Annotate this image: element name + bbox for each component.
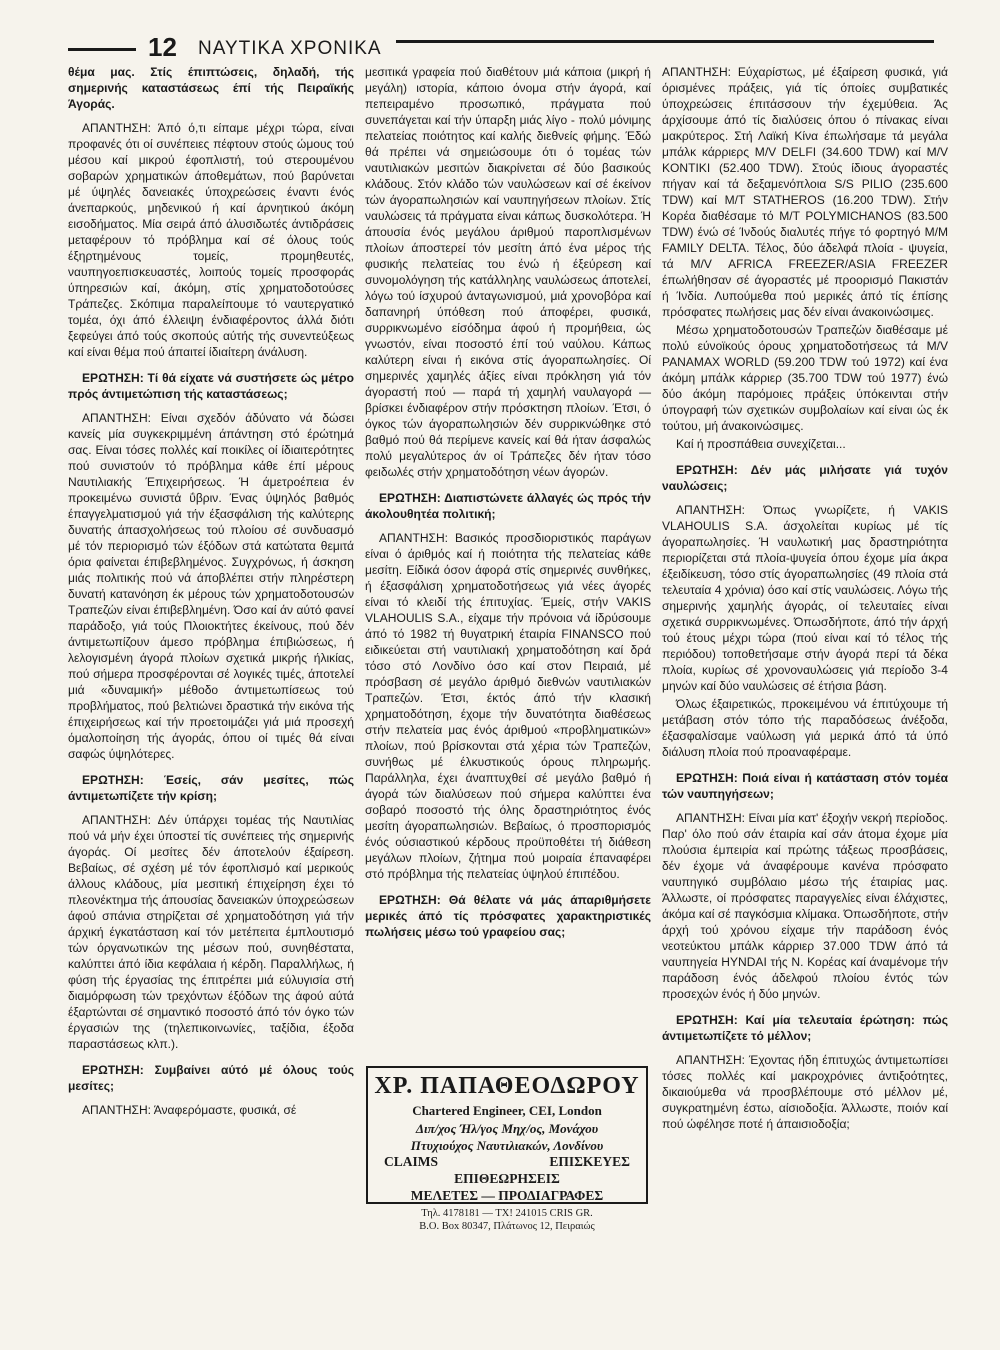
answer-7b: Όλως έξαιρετικώς, προκειμένου νά έπιτύχουμε τή μετάβαση στόν τόπο τής παραδόσεως άνέξοδα, έξασφαλίσαμε ναύλωση γιά μερικά άπό τά ύπό διάλυση πλοία πού προαναφέραμε. [662, 697, 948, 759]
publication-title: ΝΑΥΤΙΚΑ ΧΡΟΝΙΚΑ [198, 38, 382, 59]
answer-4-continued: μεσιτικά γραφεία πού διαθέτουν μιά κάποια (μικρή ή μεγάλη) ιστορία, κάποιο όνομα στήν άγορά, καί πεπειραμένο προσωπικό, πράγματα πού συνεπάγεται καί τήν ύπαρξη μιάς λίγο - πολύ μόνιμης πελατείας ποιότητος καί καλής διεθνείς φήμης. Έδώ θά πρέπει νά σημειώσουμε ότι ό τομέας τών ναυτιλιακών μεσιτών διακρίνεται σέ δύο βασικούς κλάδους. Στόν κλάδο τών ναυλώσεων καί σέ έκείνον τών άγοραπωλησιών καί ναυπηγήσεων πλοίων. Στίς ναυλώσεις τά πράγματα είναι κάπως δυσκολότερα. Ή άπουσία ένός μεγάλου άριθμού παροπλισμένων πλοίων άποστερεί τόν μεσίτη άπό ένα μέρος τής φυσικής πελατείας του ένώ ή έξεύρεση καί συνομολόγηση τής κατάλληλης ναυλώσεως άποτελεί, λόγω τού ίσχυρού άνταγωνισμού, μιά χρονοβόρα καί δαπανηρή ύπόθεση πού άποφέρει, φυσικά, συρρικνωμένο είσόδημα άφού ή προμήθεια, ώς γνωστόν, είναι ποσοστό έπί τού ναύλου. Κάπως καλύτερη είναι ή εικόνα στίς άγοραπωλησίες. Οί σημερινές χαμηλές άξίες είναι πρόκληση γιά τόν άγοραστή πού — παρά τή χαμηλή ναυλαγορά — βρίσκει ένδιαφέρον στήν πρόσκτηση πλοίων. Έτσι, ό όγκος τών άγοραπωλησιών δέν συρρικνώθηκε στό βαθμό πού θά περίμενε κανείς καί θά ήταν άσφαλώς πολύ μεγαλύτερος άν οί Τράπεζες δέν ήταν τόσο φειδωλές στήν χρηματοδότηση νέων άγορών. [365, 65, 651, 479]
question-4: ΕΡΩΤΗΣΗ: Συμβαίνει αύτό μέ όλους τούς μεσίτες; [68, 1063, 354, 1093]
ad-telephone: Τηλ. 4178181 — ΤΧ! 241015 CRIS GR. [421, 1208, 593, 1219]
ad-line-4 [368, 1154, 646, 1170]
answer-8: ΑΠΑΝΤΗΣΗ: Είναι μία κατ' έξοχήν νεκρή περίοδος. Παρ' όλο πού σάν έταιρία καί σάν άτομα έχομε μία πλούσια έμπειρία καί πρώτης τάξεως προσβάσεις, δέν έχομε νά άναφέρουμε κανένα πρόσφατο ναυπηγικό συμβόλαιο μέσω τής έταιρίας μας. Άλλωστε, οί πρόσφατες παραγγελίες είναι έλάχιστες, άκόμα καί σέ παγκόσμια κλίμακα. Όπωσδήποτε, στήν άρχή τού χρόνου είχαμε τήν παράδοση ένός νεοτεύκτου μπάλκ κάρριερ 37.000 TDW άπό τά ναυπηγεία HYNDAI τής Ν. Κορέας καί άναμένομε τήν παράδοση ένός άδελφού πλοίου έντός τών προσεχών ένός ή δύο μηνών. [662, 811, 948, 1001]
answer-5: ΑΠΑΝΤΗΣΗ: Βασικός προσδιοριστικός παράγων είναι ό άριθμός καί ή ποιότητα τής πελατείας κάθε μεσίτη. Είδικά όσον άφορά στίς σημερινές συνθήκες, ή έξασφάλιση χρηματοδοτήσεως γιά νέες άγορές είναι τό κλειδί τής έπιτυχίας. Έμείς, στήν VAKIS VLAHOULIS S.A., είχαμε τήν πρόνοια νά ίδρύσουμε άπό τό 1982 τή θυγατρική έταιρία FINANSCO πού ειδικεύεται στή ναυτιλιακή χρηματοδότηση καί δρά τόσο στό Λονδίνο όσο καί στον Πειραιά, μέ πρόσβαση σέ μεγάλο άριθμό διεθνών ναυτιλιακών Τραπεζών. Έτσι, έκτός άπό τήν κλασική χρηματοδότηση, έχομε τήν δυνατότητα διαθέσεως στήν πελατεία μας ένός άριθμού «προβληματικών» πλοίων, πού βρίσκονται στά χέρια τών Τραπεζών, συνήθως μέ έλκυστικούς όρους πληρωμής. Παράλληλα, έχει άναπτυχθεί σέ μεγάλο βαθμό ή άγορά τών διαλύσεων πού σήμερα καλύπτει ένα σοβαρό ποσοστό τής όλης δραστηριότητος ένός μεσίτη άγοραπωλησιών. Βεβαίως, ό προσπορισμός ένός ούσιαστικού κέρδους προϋποθέτει τή διάθεση μεγάλων πλοίων, ζήτημα πού μοιραία έπαναφέρει στό πρόβλημα τής πελατείας ύψηλού έπιπέδου. [365, 531, 651, 881]
column-3 [662, 64, 948, 1134]
column-1 [68, 64, 354, 1120]
question-5: ΕΡΩΤΗΣΗ: Διαπιστώνετε άλλαγές ώς πρός τήν άκολουθητέα πολιτική; [365, 491, 651, 521]
advertisement-box [366, 1066, 648, 1232]
page-number: 12 [148, 32, 177, 62]
answer-9: ΑΠΑΝΤΗΣΗ: Έχοντας ήδη έπιτυχώς άντιμετωπίσει τόσες πολλές καί μακροχρόνιες άντιξοότητες, δικαιούμεθα νά προσβλέπουμε στό μέλλον μέ, συγκρατημένη έστω, αίσιοδοξία. Άλλωστε, ποιόν καί πού ώφέλησε ποτέ ή άπαισιοδοξία; [662, 1053, 948, 1131]
answer-4: ΑΠΑΝΤΗΣΗ: Άναφερόμαστε, φυσικά, σέ [82, 1103, 297, 1117]
ad-name: ΧΡ. ΠΑΠΑΘΕΟΔΩΡΟΥ [374, 1073, 640, 1099]
question-6: ΕΡΩΤΗΣΗ: Θά θέλατε νά μάς άπαριθμήσετε μερικές άπό τίς πρόσφατες χαρακτηριστικές πωλήσεις μέσω τού γραφείου σας; [365, 893, 651, 939]
header-rule-right [396, 40, 934, 43]
question-2: ΕΡΩΤΗΣΗ: Τί θά είχατε νά συστήσετε ώς μέτρο πρός άντιμετώπιση τής καταστάσεως; [68, 371, 354, 401]
ad-line-3: Πτυχιούχος Ναυτιλιακών, Λονδίνου [410, 1138, 604, 1153]
header-rule-left [68, 48, 136, 51]
answer-6: ΑΠΑΝΤΗΣΗ: Εύχαρίστως, μέ έξαίρεση φυσικά, γιά όρισμένες πράξεις, γιά τίς όποίες συμβατικές ύποχρεώσεις έπιτάσσουν τήν έχεμύθεια. Άς άρχίσουμε άπό τίς διαλύσεις όπου ό πίνακας είναι μακρύτερος. Στή Λαϊκή Κίνα έπωλήσαμε τά μεγάλα μπάλκ κάρριερς M/V DELFI (34.600 TDW) καί M/V KONTIKI (52.400 TDW). Στούς ίδιους άγοραστές πήγαν καί τά δεξαμενόπλοια S/S PILIO (235.600 TDW) καί M/T STATHEROS (16.200 TDW). Στήν Κορέα διαθέσαμε τό M/T POLYMICHANOS (83.500 TDW) ένώ σέ Ίνδούς διαλυτές πήγε τό φορτηγό M/M FAMILY DELTA. Τέλος, δύο άδελφά πλοία - ψυγεία, τά M/V AFRICA FREEZER/ASIA FREEZER έπωλήθησαν σέ άγοραστές μέ προορισμό Πακιστάν ή Ίνδία. Λυπούμεθα πού μερικές άπό τίς έπίσης πρόσφατες πωλήσεις μας δέν είναι άνακοινώσιμες. [662, 65, 948, 319]
ad-claims: CLAIMS [384, 1154, 439, 1169]
answer-7: ΑΠΑΝΤΗΣΗ: Όπως γνωρίζετε, ή VAKIS VLAHOULIS S.A. άσχολείται κυρίως μέ τίς άγοραπωλησίες. Ή ναυλωτική μας δραστηριότητα περιορίζεται στά πλοία-ψυγεία όπου έχομε μία άκρα έξειδίκευση, τόσο στίς άγοραπωλησίες (49 πλοία στά τελευταία 4 χρόνια) όσο καί στίς ναυλώσεις. Λόγω τής σημερινής χαμηλής άγοράς, οί τελευταίες είναι σχετικά συρρικνωμένες. Όπωσδήποτε, άπό τήν άρχή τού έτους μέχρι τώρα (πού είναι καί τό τέλος τής περιόδου) τοποθετήσαμε στήν άγορά περί τά δέκα πλοία, κυρίως σέ χρονοναυλώσεις γιά περίοδο 3-4 μηνών καί δύο ναυλώσεις σέ έτήσια βάση. [662, 503, 948, 693]
ad-address: B.O. Box 80347, Πλάτωνος 12, Πειραιώς [419, 1221, 595, 1232]
answer-6b: Μέσω χρηματοδοτουσών Τραπεζών διαθέσαμε μέ πολύ εύνοϊκούς όρους χρηματοδοτήσεως τά M/V PANAMAX WORLD (59.200 TDW τού 1972) καί ένα άκόμη μπάλκ κάρριερ (35.700 TDW τού 1977) ένώ δύο άκόμη παρόμοιες πράξεις ύπόκεινται στήν ύπογραφή τών σχετικών συμβολαίων καί είναι ώς έκ τούτου, μή άνακοινώσιμες. [662, 323, 948, 433]
answer-3: ΑΠΑΝΤΗΣΗ: Δέν ύπάρχει τομέας τής Ναυτιλίας πού νά μήν έχει ύποστεί τίς συνέπειες τής σημερινής άγοράς. Οί μεσίτες δέν άποτελούν έξαίρεση. Βεβαίως, σέ σχέση μέ τόν έφοπλισμό καί μερικούς άλλους κλάδους, μία μεσιτική έπιχείρηση έχει τό πλεονέκτημα τής άπουσίας δανειακών ύποχρεώσεων άφού σπάνια στηρίζεται σέ χρηματοδότηση γιά τήν άρχική έγκατάσταση καί τόν μετέπειτα έμπλουτισμό τών όργανωτικών της μέσων πού, συνηθέστατα, καλύπτει άπό ίδια κεφάλαια ή κέρδη. Παραλλήλως, ή φύση τής έργασίας της έπιτρέπει μιά εύλυγισία στή διαμόρφωση τών τρεχόντων έξόδων της άφού αύτά έξαρτώνται σέ σημαντικό ποσοστό άπό τόν όγκο τών έργασιών της (τηλεπικοινωνίες, ταξίδια, έξοδα παραστάσεως κλπ.). [68, 813, 354, 1051]
question-7: ΕΡΩΤΗΣΗ: Δέν μάς μιλήσατε γιά τυχόν ναυλώσεις; [662, 463, 948, 493]
ad-repairs: ΕΠΙΣΚΕΥΕΣ [549, 1154, 630, 1169]
question-9: ΕΡΩΤΗΣΗ: Καί μία τελευταία έρώτηση: πώς άντιμετωπίζετε τό μέλλον; [662, 1013, 948, 1043]
question-lead: θέμα μας. Στίς έπιπτώσεις, δηλαδή, τής σημερινής καταστάσεως έπί τής Πειραϊκής Άγοράς. [68, 65, 354, 111]
ad-line-6: ΜΕΛΕΤΕΣ — ΠΡΟΔΙΑΓΡΑΦΕΣ [410, 1188, 604, 1203]
answer-2: ΑΠΑΝΤΗΣΗ: Είναι σχεδόν άδύνατο νά δώσει κανείς μία συγκεκριμμένη άπάντηση στό έρώτημά σας. Είναι τόσες πολλές καί ποικίλες οί ίδιαιτερότητες πού συνιστούν τό πρόβλημα κάθε έπί μέρους Ναυτιλιακής Έπιχειρήσεως. Ή άμετροέπεια έν προκειμένω συνιστά ΰβριν. Ένας ύψηλός βαθμός έπαγγελματισμού γιά τήν έξασφάλιση τής καλύτερης δυνατής άπασχολήσεως τού πλοίου σέ συνδυασμό μέ τόν περιορισμό τών έξόδων στά κατώτατα θεμιτά όρια φαίνεται έπιβεβλημένος. Συγχρόνως, ή άσκηση μιάς πολιτικής πού νά άποβλέπει στήν πληρέστερη δυνατή κατανόηση έκ μέρους τών χρηματοδοτουσών Τραπεζών είναι έπιβεβλημένη. Όσο καί άν αύτό φανεί παράδοξο, γιά τούς Πλοιοκτήτες έκείνους, πού δέν άντιμετωπίζουν άμεσο πρόβλημα έπιβιώσεως, ή λελογισμένη άγορά πλοίων σχετικά μικρής ήλικίας, πού σήμερα προσφέρονται σέ λογικές τιμές, άποτελεί μιά «δυναμική» μέθοδο άντιμετωπίσεως τού προβλήματος, πού βελτιώνει δραστικά τήν εικόνα τής έπιχειρήσεως καί τήν προετοιμάζει γιά μιά προσεχή όμαλοποίηση τής άγοράς, όπου οί τιμές θά είναι σαφώς ύψηλότερες. [68, 411, 354, 761]
ad-line-2: Διπ/χος Ήλ/γος Μηχ/ος, Μονάχου [415, 1121, 599, 1136]
answer-1: ΑΠΑΝΤΗΣΗ: Άπό ό,τι είπαμε μέχρι τώρα, είναι προφανές ότι οί συνέπειες πέφτουν στούς ώμους τού μέσου καί μικρού έφοπλιστή, τού στερουμένου σοβαρών χρηματικών άποθεμάτων, πού βαρύνεται μέ ύψηλές δανειακές ύποχρεώσεις έναντι ένός άνεπαρκούς, μηδενικού ή καί άρνητικού άκόμη εισοδήματος. Μία σειρά άπό άλυσιδωτές άντιδράσεις μεταφέρουν τό πρόβλημα καί σέ όλους τούς έξηρτημένους τομείς, προμηθευτές, ναυπηγοεπισκευαστές, λοιπούς τομείς προσφοράς ύπηρεσιών καί, άκόμη, στίς χρηματοδοτούσες Τράπεζες. Σκόπιμα παραλείπουμε τό ναυτεργατικό τομέα, όχι άπό έλλειψη ένδιαφέροντος άλλά διότι ξεφεύγει άπό τούς σκοπούς αύτής τής συνεντεύξεως καί είναι θέμα πού άπαιτεί ίδιαίτερη άνάλυση. [68, 121, 354, 359]
ad-line-5: ΕΠΙΘΕΩΡΗΣΕΙΣ [454, 1171, 560, 1186]
column-2 [365, 64, 651, 948]
ad-line-1: Chartered Engineer, CEI, London [412, 1103, 602, 1118]
question-3: ΕΡΩΤΗΣΗ: Έσείς, σάν μεσίτες, πώς άντιμετωπίζετε τήν κρίση; [68, 773, 354, 803]
question-8: ΕΡΩΤΗΣΗ: Ποιά είναι ή κατάσταση στόν τομέα τών ναυπηγήσεων; [662, 771, 948, 801]
answer-6c: Καί ή προσπάθεια συνεχίζεται... [676, 437, 846, 451]
